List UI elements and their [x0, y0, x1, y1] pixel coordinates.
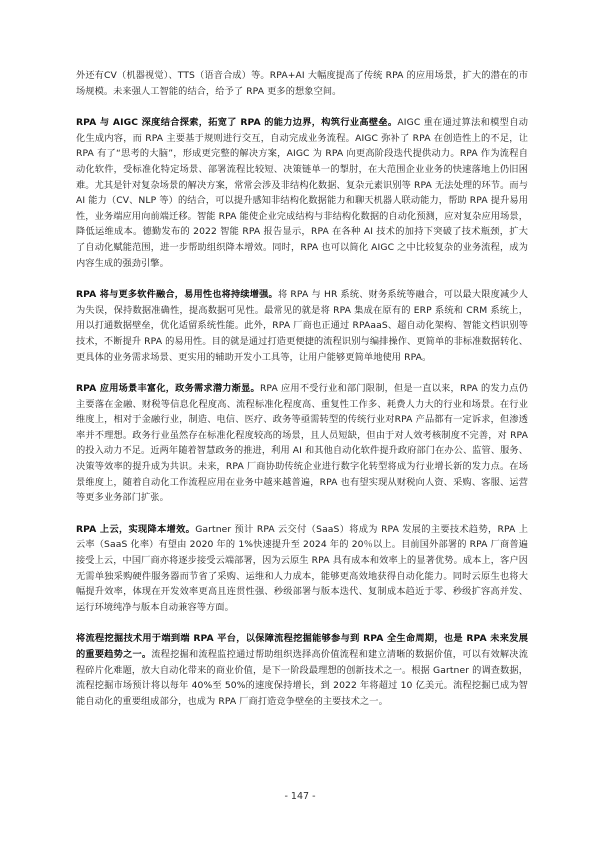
page-number: - 147 - — [284, 791, 316, 802]
paragraph-3-lead: RPA 将与更多软件融合，易用性也将持续增强。 — [76, 289, 278, 301]
paragraph-5-lead: RPA 上云，实现降本增效。 — [76, 523, 196, 535]
paragraph-6-text: 流程挖掘和流程监控通过帮助组织选择高价值流程和建立清晰的数据价值，可以有效解决流程碎片化难题，放大自动化带来的商业价值，是下一阶段最理想的创新技术之一。根据 Gartner 的调查数据，流程挖掘市场预计将以每年 40%至 50%的速度保持增长，到 2022 年将超过 10 亿美元。流程挖掘已成为智能自动化的重要组成部分，也成为 RPA 厂商打造竞争壁垒的主要技术之一。 — [76, 649, 528, 707]
paragraph-1-text: 外还有CV（机器视觉）、TTS（语音合成）等。RPA+AI 大幅度提高了传统 RPA 的应用场景，扩大的潜在的市场规模。未来强人工智能的结合，给予了 RPA 更多的想象空间。 — [76, 70, 528, 97]
paragraph-4-lead: RPA 应用场景丰富化，政务需求潜力渐显。 — [76, 383, 260, 395]
paragraph-3 — [76, 287, 528, 365]
paragraph-5-text: Gartner 预计 RPA 云交付（SaaS）将成为 RPA 发展的主要技术趋势，RPA 上云率（SaaS 化率）有望由 2020 年的 1%快速提升至 2024 年的 20％以上。目前国外部署的 RPA 厂商普遍接受上云，中国厂商亦将逐步接受云端部署，因为云原生 RPA 具有成本和效率上的显著优势。成本上，客户因无需单独采购硬件服务器而节省了采购、运维和人力成本，能够更高效地获得自动化能力。同时云原生也将大幅提升效率，体现在开发效率更高且连贯性强、秒级部署与版本迭代、复制成本趋近于零、秒级扩容高并发、运行环境纯净与版本自动兼容等方面。 — [76, 523, 528, 613]
paragraph-6-lead: 将流程挖掘技术用于端到端 RPA 平台，以保障流程挖掘能够参与到 RPA 全生命周期，也是 RPA 未来发展的重要趋势之一。 — [76, 633, 528, 660]
paragraph-2-lead: RPA 与 AIGC 深度结合探索，拓宽了 RPA 的能力边界，构筑行业高壁垒。 — [76, 117, 398, 129]
paragraph-1 — [76, 68, 528, 99]
paragraph-3-text: 将 RPA 与 HR 系统、财务系统等融合，可以最大限度减少人为失误，保持数据准确性，提高数据可见性。最常见的就是将 RPA 集成在原有的 ERP 系统和 CRM 系统上，用以打通数据壁垒，优化适留系统性能。此外，RPA 厂商也正通过 RPAaaS、超自动化架构、智能文档识别等技术，不断提升 RPA 的易用性。目的就是通过打造更便捷的流程识别与编排操作、更简单的非标准数据转化、更具体的业务需求场景、更实用的辅助开发小工具等，让用户能够更简单地使用 RPA。 — [76, 289, 528, 363]
paragraph-5 — [76, 522, 528, 616]
paragraph-2-text: AIGC 重在通过算法和模型自动化生成内容，而 RPA 主要基于规则进行交互，自动完成业务流程。AIGC 弥补了 RPA 在创造性上的不足，让 RPA 有了“思考的大脑”，形成更完整的解决方案，AIGC 为 RPA 向更高阶段迭代提供动力。RPA 作为流程自动化软件，受标准化特定场景、部署流程比较短、决策链单一的掣肘，在大范围企业业务的快速落地上仍旧困难。尤其是针对复杂场景的解决方案，常常会涉及非结构化数据、复杂元素识别等 RPA 无法处理的环节。而与 AI 能力（CV、NLP 等）的结合，可以提升感知非结构化数据能力和聊天机器人联动能力，帮助 RPA 提升易用性，业务端应用向前端迁移。智能 RPA 能使企业完成结构与非结构化数据的自动化预测，应对复杂应用场景，降低运维成本。德勤发布的 2022 智能 RPA 报告显示，RPA 在各种 AI 技术的加持下突破了技术瓶颈，扩大了自动化赋能范围，进一步帮助组织降本增效。同时，RPA 也可以简化 AIGC 之中比较复杂的业务流程，成为内容生成的强劲引擎。 — [76, 117, 528, 269]
paragraph-4 — [76, 381, 528, 506]
paragraph-4-text: RPA 应用不受行业和部门限制，但是一直以来，RPA 的发力点仍主要落在金融、财税等信息化程度高、流程标准化程度高、重复性工作多、耗费人力大的行业和场景。在行业维度上，相对于金融行业，制造、电信、医疗、政务等亟需转型的传统行业对RPA 产品都有一定诉求，但渗透率并不理想。政务行业虽然存在标准化程度较高的场景，且人员短缺，但由于对人效考核制度不完善，对 RPA 的投入动力不足。近两年随着智慧政务的推进，利用 AI 和其他自动化软件提升政府部门在办公、监管、服务、决策等效率的提升成为共识。未来，RPA 厂商协助传统企业进行数字化转型将成为行业增长新的发力点。在场景维度上，随着自动化工作流程应用在业务中越来越普遍，RPA 也有望实现从财税向人资、采购、客服、运营等更多业务部门扩张。 — [76, 383, 529, 504]
paragraph-2 — [76, 115, 528, 271]
body-text — [76, 68, 528, 709]
paragraph-6 — [76, 631, 528, 709]
